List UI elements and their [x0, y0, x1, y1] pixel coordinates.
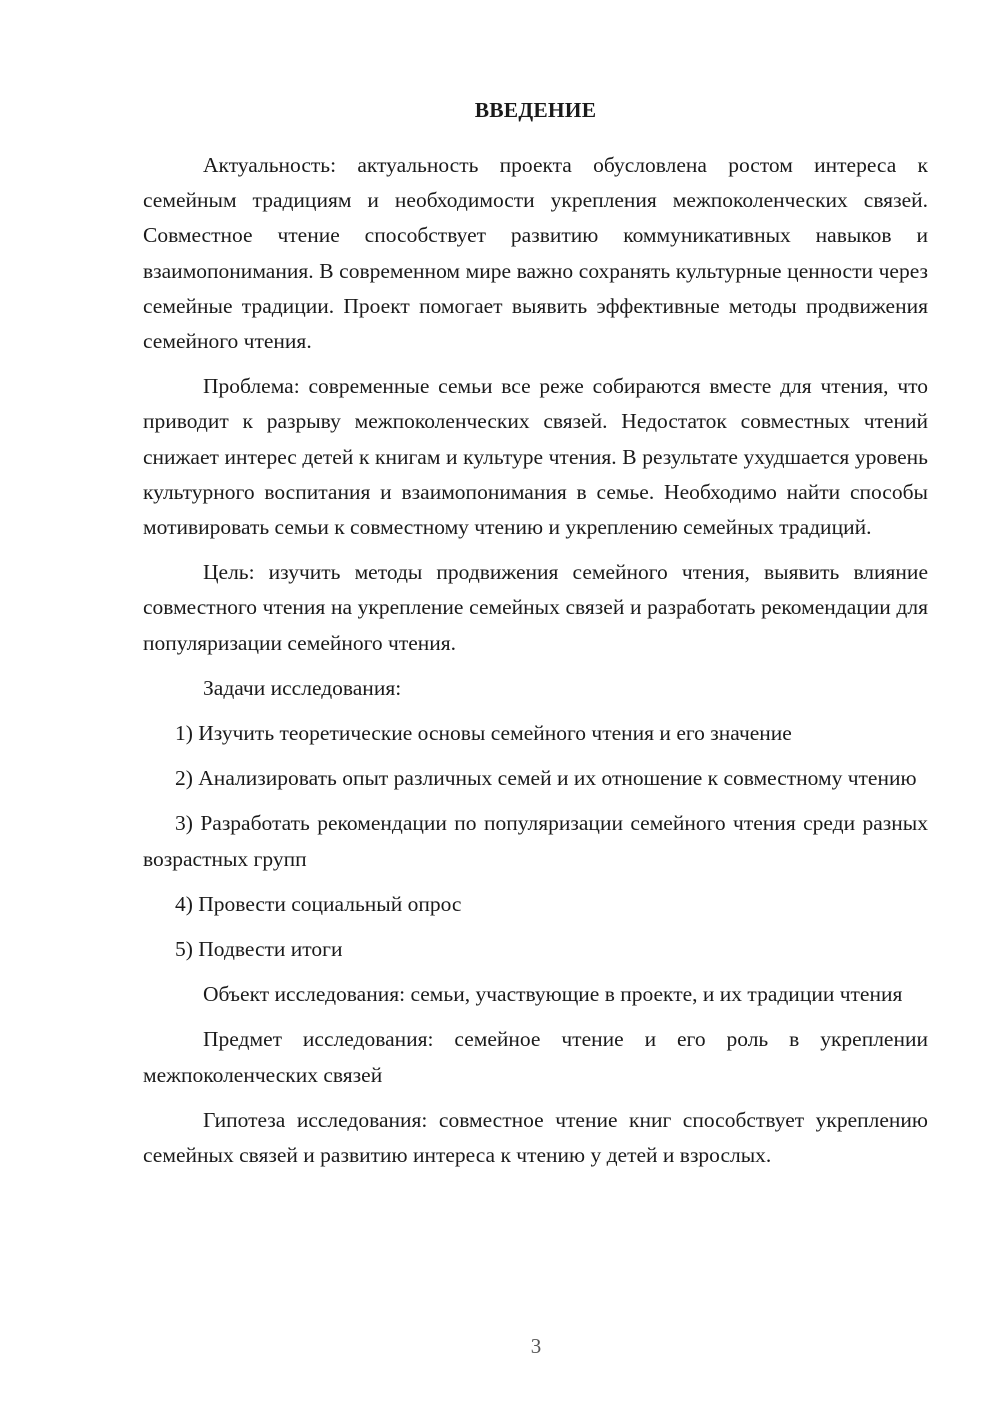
hypothesis-paragraph: Гипотеза исследования: совместное чтение книг способствует укреплению семейных связей и развитию интереса к чтению у детей и взрослых.	[143, 1107, 928, 1168]
section-heading: ВВЕДЕНИЕ	[474, 98, 597, 122]
subject-paragraph: Предмет исследования: семейное чтение и его роль в укреплении межпоколенческих связей	[143, 1027, 928, 1087]
problem-paragraph: Проблема: современные семьи все реже собираются вместе для чтения, что приводит к разрыву межпоколенческих связей. Недостаток совместных чтений снижает интерес детей к книгам и культуре чтения. В результате ухудшается уровень культурного воспитания и взаимопонимания в семье. Необходимо найти способы мотивировать семьи к совместному чтению и укреплению семейных традиций.	[143, 374, 928, 540]
object-paragraph: Объект исследования: семьи, участвующие в проекте, и их традиции чтения	[203, 982, 903, 1007]
document-page	[143, 92, 928, 1183]
goal-paragraph: Цель: изучить методы продвижения семейного чтения, выявить влияние совместного чтения на укрепление семейных связей и разработать рекомендации для популяризации семейного чтения.	[143, 560, 928, 655]
task-item: 4) Провести социальный опрос	[175, 891, 462, 916]
relevance-paragraph: Актуальность: актуальность проекта обусловлена ростом интереса к семейным традициям и необходимости укрепления межпоколенческих связей. Совместное чтение способствует развитию коммуникативных навыков и взаимопонимания. В современном мире важно сохранять культурные ценности через семейные традиции. Проект помогает выявить эффективные методы продвижения семейного чтения.	[143, 153, 928, 354]
task-item: 5) Подвести итоги	[175, 937, 343, 962]
tasks-heading: Задачи исследования:	[203, 675, 402, 700]
task-item: 2) Анализировать опыт различных семей и их отношение к совместному чтению	[175, 766, 917, 791]
page-number: 3	[530, 1334, 542, 1358]
task-item: 1) Изучить теоретические основы семейного чтения и его значение	[175, 721, 792, 746]
task-item: 3) Разработать рекомендации по популяризации семейного чтения среди разных возрастных групп	[143, 811, 928, 871]
